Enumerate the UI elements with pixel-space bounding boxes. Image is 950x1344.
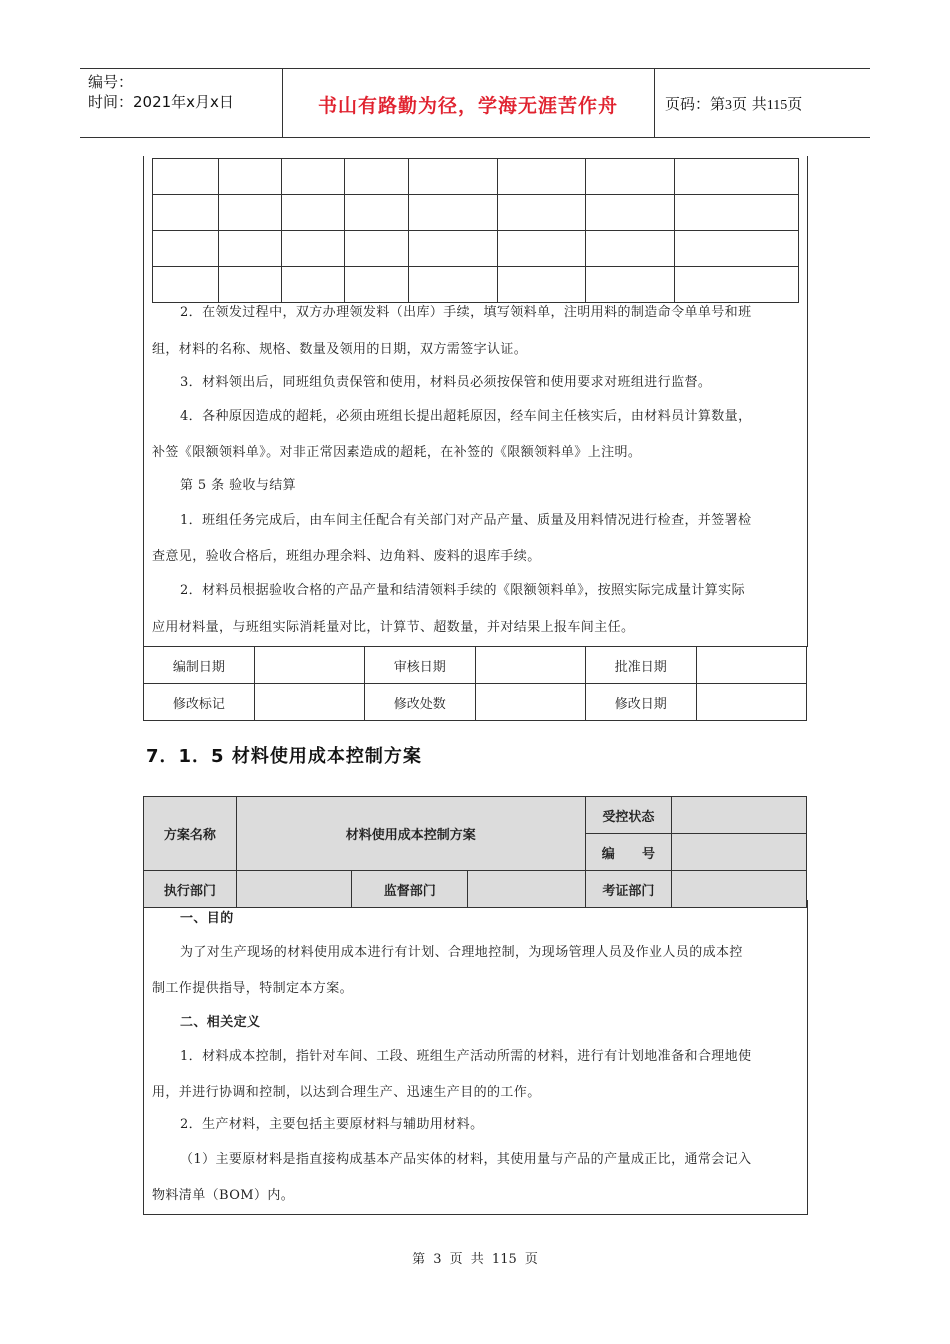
para-settlement-line1: 2．材料员根据验收合格的产品产量和结清领料手续的《限额领料单》，按照实际完成量计算实际 xyxy=(180,583,745,598)
cell-compile-date-value xyxy=(254,647,364,684)
para-purpose-line2: 制工作提供指导，特制定本方案。 xyxy=(152,981,354,996)
page-footer: 第 3 页 共 115 页 xyxy=(412,1252,538,1267)
heading-definitions: 二、相关定义 xyxy=(180,1015,261,1030)
cell-revision-count-label: 修改处数 xyxy=(364,684,475,721)
para-overconsumption-line2: 补签《限额领料单》。对非正常因素造成的超耗，在补签的《限额领料单》上注明。 xyxy=(152,445,642,460)
header-page-number xyxy=(665,93,802,114)
plan-name-label: 方案名称 xyxy=(144,797,237,871)
cell-review-date-label: 审核日期 xyxy=(364,647,475,684)
cell-compile-date-label: 编制日期 xyxy=(144,647,255,684)
para-definition2: 2．生产材料，主要包括主要原材料与辅助用材料。 xyxy=(180,1117,484,1132)
article-5-title: 第 5 条 验收与结算 xyxy=(180,478,297,493)
cell-revision-count-value xyxy=(475,684,585,721)
para-definition1-line1: 1．材料成本控制，指针对车间、工段、班组生产活动所需的材料，进行有计划地准备和合理地使 xyxy=(180,1049,752,1064)
grid-row xyxy=(153,159,799,195)
number-label: 编号： xyxy=(88,73,134,91)
supervise-dept-label: 监督部门 xyxy=(352,871,468,908)
page-header xyxy=(80,68,870,138)
header-motto: 书山有路勤为径，学海无涯苦作舟 xyxy=(317,95,618,117)
grid-row xyxy=(153,267,799,303)
para-raw-material-line2: 物料清单（BOM）内。 xyxy=(152,1188,295,1203)
para-acceptance-line2: 查意见，验收合格后，班组办理余料、边角料、废料的退库手续。 xyxy=(152,549,541,564)
para-purpose-line1: 为了对生产现场的材料使用成本进行有计划、合理地控制，为现场管理人员及作业人员的成本控 xyxy=(180,945,743,960)
grid-row xyxy=(153,231,799,267)
cell-revision-mark-label: 修改标记 xyxy=(144,684,255,721)
para-raw-material-line1: （1）主要原材料是指直接构成基本产品实体的材料，其使用量与产品的产量成正比，通常会记入 xyxy=(180,1152,752,1167)
page-total: 115 xyxy=(766,98,788,113)
control-status-value xyxy=(671,797,806,834)
page-num: 3 xyxy=(725,98,733,113)
blank-requisition-grid xyxy=(152,158,799,303)
time-label: 时间：2021年x月x日 xyxy=(88,93,234,111)
cell-review-date-value xyxy=(475,647,585,684)
grid-row xyxy=(153,195,799,231)
plan-number-value xyxy=(671,834,806,871)
section-title: 7．1．5 材料使用成本控制方案 xyxy=(146,746,422,767)
signoff-table xyxy=(143,646,807,721)
control-status-label: 受控状态 xyxy=(585,797,671,834)
para-settlement-line2: 应用材料量，与班组实际消耗量对比，计算节、超数量，并对结果上报车间主任。 xyxy=(152,620,635,635)
header-meta xyxy=(88,72,234,112)
para-acceptance-line1: 1．班组任务完成后，由车间主任配合有关部门对产品产量、质量及用料情况进行检查，并签署检 xyxy=(180,513,752,528)
signoff-row xyxy=(144,647,807,684)
plan-name-value: 材料使用成本控制方案 xyxy=(236,797,585,871)
para-custody: 3．材料领出后，同班组负责保管和使用，材料员必须按保管和使用要求对班组进行监督。 xyxy=(180,375,712,390)
plan-number-label: 编 号 xyxy=(585,834,671,871)
exec-dept-label: 执行部门 xyxy=(144,871,237,908)
para-issuance-procedure-line1: 2．在领发过程中，双方办理领发料（出库）手续，填写领料单，注明用料的制造命令单单号和班 xyxy=(180,305,752,320)
para-overconsumption-line1: 4．各种原因造成的超耗，必须由班组长提出超耗原因，经车间主任核实后，由材料员计算数量， xyxy=(180,409,752,424)
para-issuance-procedure-line2: 组，材料的名称、规格、数量及领用的日期，双方需签字认证。 xyxy=(152,342,528,357)
page-suffix: 页 xyxy=(787,95,803,113)
cell-revision-date-value xyxy=(696,684,806,721)
cell-approve-date-label: 批准日期 xyxy=(585,647,696,684)
para-definition1-line2: 用，并进行协调和控制，以达到合理生产、迅速生产目的的工作。 xyxy=(152,1085,541,1100)
page-mid: 页 共 xyxy=(732,95,767,113)
cell-revision-mark-value xyxy=(254,684,364,721)
verify-dept-label: 考证部门 xyxy=(585,871,671,908)
page-prefix: 页码：第 xyxy=(665,95,726,113)
cell-approve-date-value xyxy=(696,647,806,684)
cell-revision-date-label: 修改日期 xyxy=(585,684,696,721)
signoff-row xyxy=(144,684,807,721)
heading-purpose: 一、目的 xyxy=(180,911,234,926)
plan-header-table xyxy=(143,796,807,908)
